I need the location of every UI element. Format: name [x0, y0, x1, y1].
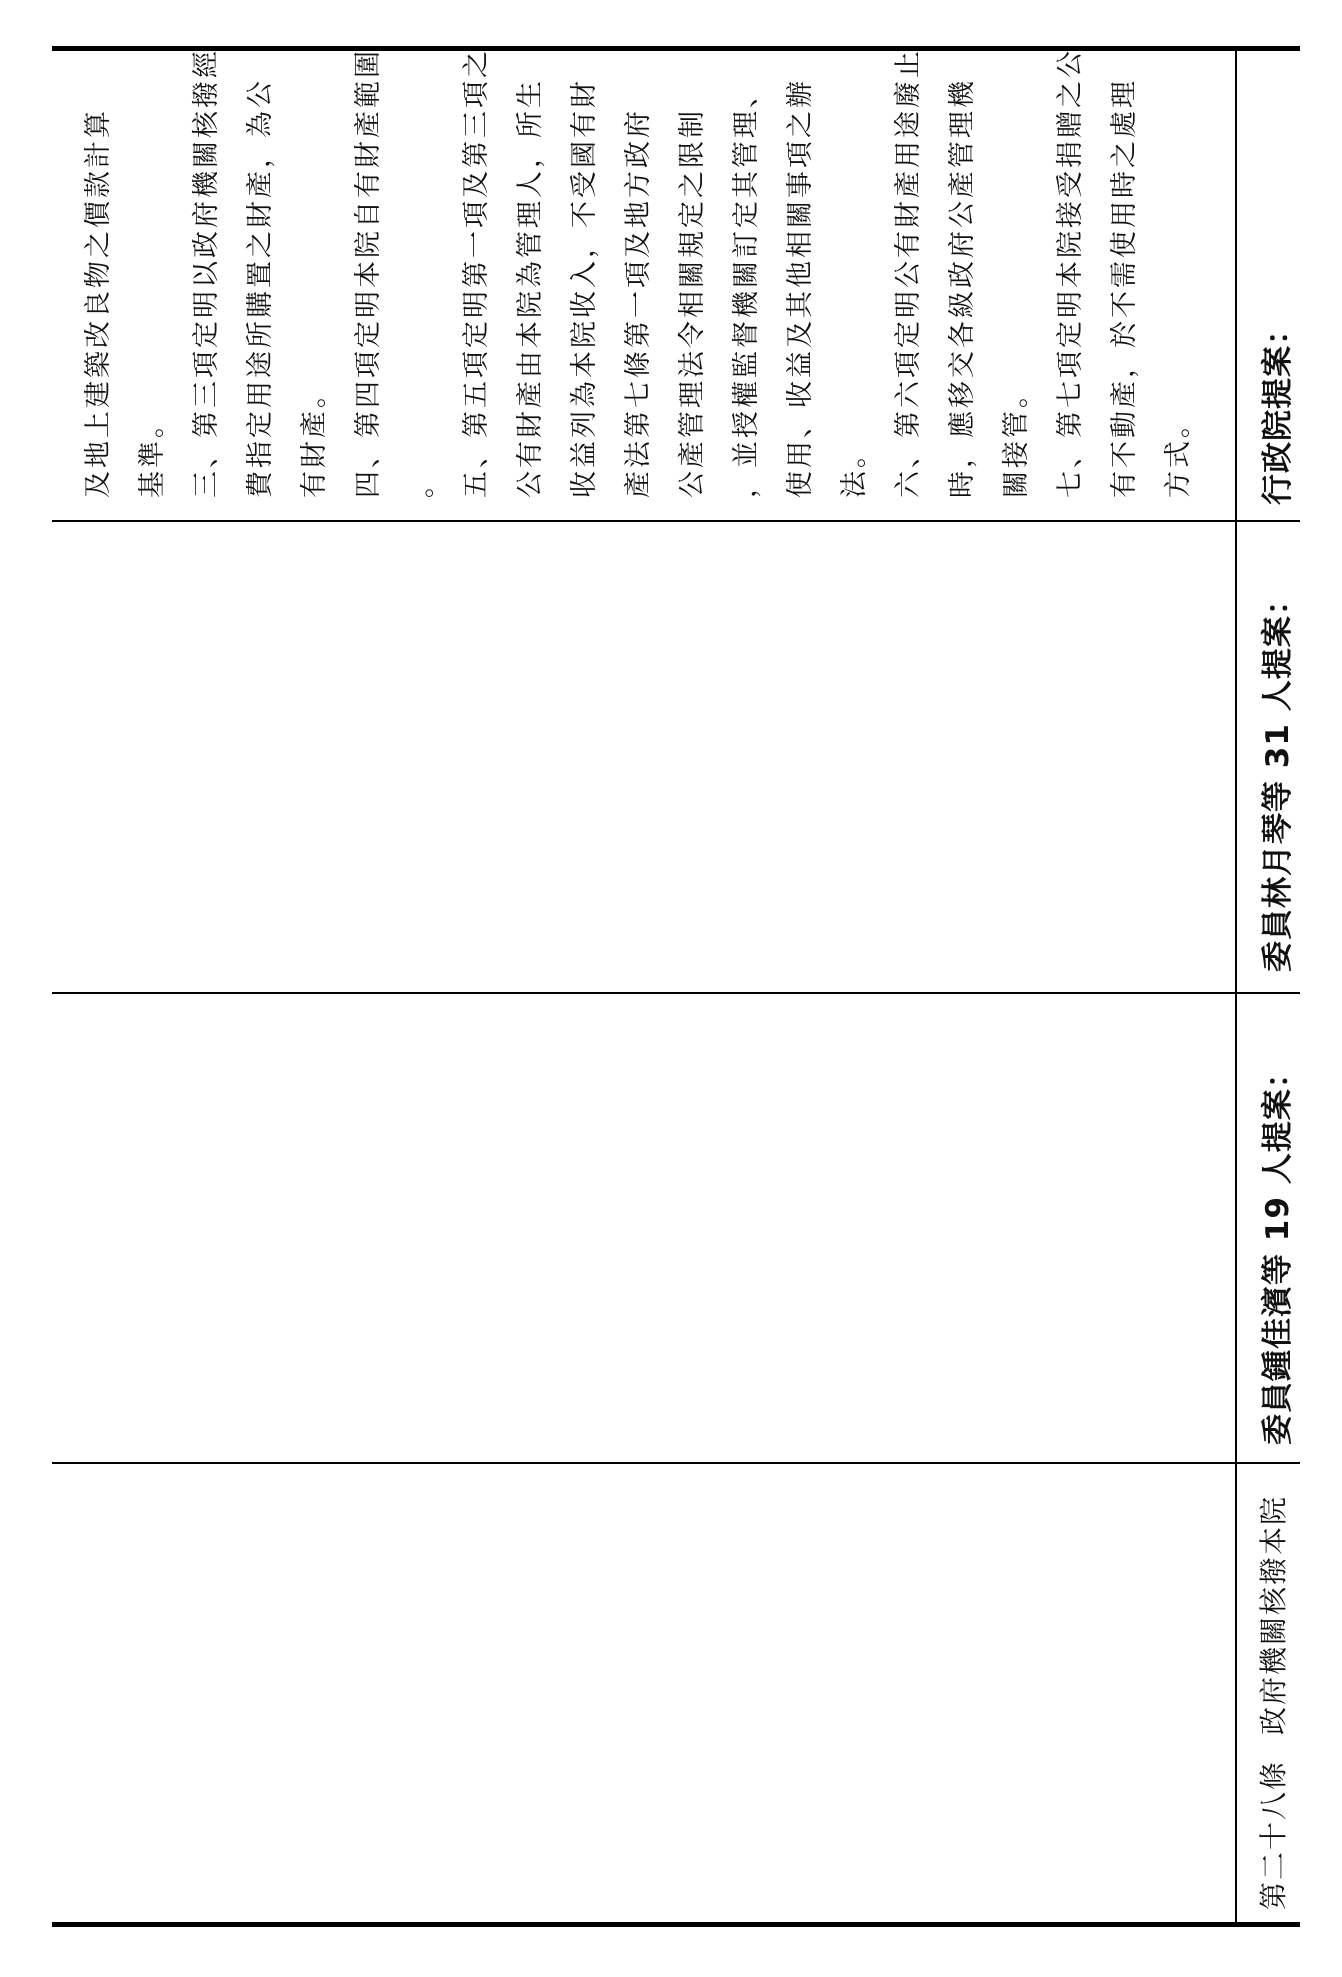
clause-text: 政府機關核撥本院 [1257, 1494, 1290, 1735]
explanation-line: 時，應移交各級政府公產管理機 [947, 78, 978, 498]
table-bottom-border [52, 1922, 1300, 1927]
explanation-line: 五、第五項定明第一項及第三項之 [461, 48, 492, 498]
header-column-divider [1235, 48, 1237, 1924]
explanation-line: ，並授權監督機關訂定其管理、 [731, 78, 762, 498]
explanation-line: 法。 [839, 438, 870, 498]
explanation-line: 。 [407, 468, 438, 498]
explanation-line: 六、第六項定明公有財產用途廢止 [893, 48, 924, 498]
explanation-line: 關接管。 [1001, 378, 1032, 498]
explanation-line: 產法第七條第一項及地方政府 [623, 108, 654, 498]
explanation-paragraph [72, 48, 1206, 498]
header-executive-yuan: 行政院提案： [1260, 313, 1296, 505]
row-divider-2 [52, 992, 1300, 994]
explanation-line: 公有財產由本院為管理人，所生 [515, 78, 546, 498]
explanation-line: 基準。 [137, 408, 168, 498]
explanation-line: 使用、收益及其他相關事項之辦 [785, 78, 816, 498]
explanation-line: 收益列為本院收入，不受國有財 [569, 78, 600, 498]
explanation-line: 四、第四項定明本院自有財產範圍 [353, 48, 384, 498]
explanation-line: 公產管理法令相關規定之限制 [677, 108, 708, 498]
explanation-line: 七、第七項定明本院接受捐贈之公 [1055, 48, 1086, 498]
explanation-line: 費指定用途所購置之財產，為公 [245, 78, 276, 498]
explanation-line: 有不動產，於不需使用時之處理 [1109, 78, 1140, 498]
explanation-line: 三、第三項定明以政府機關核撥經 [191, 48, 222, 498]
clause-number: 第二十八條 [1257, 1759, 1290, 1910]
explanation-line: 有財產。 [299, 378, 330, 498]
explanation-line: 及地上建築改良物之價款計算 [83, 108, 114, 498]
explanation-line: 方式。 [1163, 408, 1194, 498]
header-zhong-jiabin: 委員鍾佳濱等 19 人提案： [1260, 1056, 1296, 1445]
row-divider-3 [52, 1462, 1300, 1464]
row-divider-1 [52, 520, 1300, 522]
header-lin-yueqin: 委員林月琴等 31 人提案： [1260, 583, 1296, 972]
